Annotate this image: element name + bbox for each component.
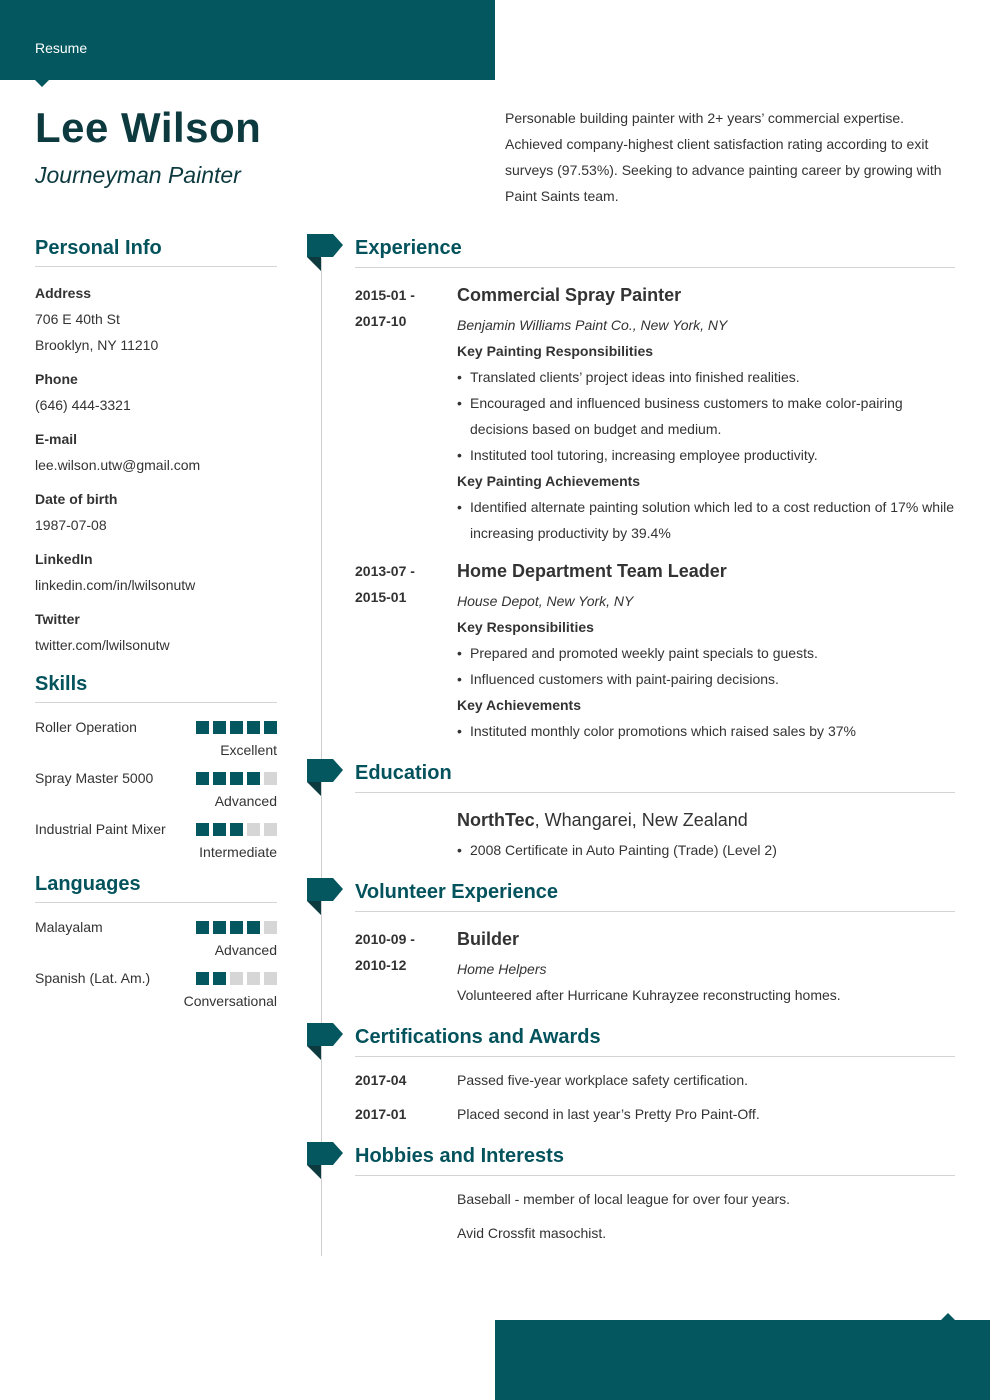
personal-info-list	[35, 267, 277, 658]
volunteer-role: Builder	[457, 929, 520, 949]
job1-date	[355, 282, 415, 334]
candidate-title: Journeyman Painter	[35, 162, 241, 188]
cert1-date: 2017-04	[355, 1072, 407, 1088]
candidate-name: Lee Wilson	[35, 104, 262, 151]
cert2-date: 2017-01	[355, 1106, 407, 1122]
skill-level: Excellent	[220, 742, 277, 758]
rating-dot	[213, 823, 226, 836]
job2-company: House Depot, New York, NY	[457, 593, 634, 609]
skill-item	[35, 714, 277, 760]
rating-dot	[230, 721, 243, 734]
rating-dot	[213, 721, 226, 734]
rating-dot	[247, 921, 260, 934]
list-item: • Instituted tool tutoring, increasing employee productivity.	[457, 442, 957, 468]
email-item	[35, 426, 277, 478]
email-label: E-mail	[35, 431, 78, 447]
skills-list	[35, 703, 277, 862]
personal-info-title: Personal Info	[35, 234, 277, 267]
twitter-label: Twitter	[35, 611, 80, 627]
job1-resp-heading: Key Painting Responsibilities	[457, 343, 654, 359]
job2-date-start: 2013-07 -	[355, 563, 415, 579]
band-notch	[35, 80, 49, 87]
dob-label: Date of birth	[35, 491, 118, 507]
experience-title: Experience	[355, 234, 955, 268]
rating-dot	[196, 823, 209, 836]
phone-value: (646) 444-3321	[35, 397, 131, 413]
education-location: , Whangarei, New Zealand	[534, 810, 748, 830]
dob-item	[35, 486, 277, 538]
rating-dot	[230, 921, 243, 934]
rating-dot	[247, 772, 260, 785]
skill-item	[35, 765, 277, 811]
language-rating	[196, 921, 277, 934]
address-line2: Brooklyn, NY 11210	[35, 337, 159, 353]
rating-dot	[264, 972, 277, 985]
education-entry	[457, 807, 957, 863]
volunteer-entry	[457, 926, 957, 1008]
rating-dot	[213, 972, 226, 985]
job1-responsibilities	[457, 364, 957, 468]
job2-title: Home Department Team Leader	[457, 561, 727, 581]
volunteer-org: Home Helpers	[457, 961, 547, 977]
rating-dot	[196, 921, 209, 934]
list-item: • Encouraged and influenced business customers to make color-pairing decisions based on budget and medium.	[457, 390, 957, 442]
address-line1: 706 E 40th St	[35, 311, 120, 327]
language-rating	[196, 972, 277, 985]
language-name: Spanish (Lat. Am.)	[35, 970, 151, 986]
hobby2: Avid Crossfit masochist.	[457, 1225, 607, 1241]
skill-level: Advanced	[214, 793, 277, 809]
job1-achievements	[457, 494, 957, 546]
job1-company: Benjamin Williams Paint Co., New York, NY	[457, 317, 728, 333]
volunteer-date	[355, 926, 415, 978]
job2-entry	[457, 558, 957, 744]
rating-dot	[230, 772, 243, 785]
skill-rating	[196, 823, 277, 836]
rating-dot	[196, 972, 209, 985]
section-flag-icon	[307, 759, 343, 805]
list-item: • 2008 Certificate in Auto Painting (Trade) (Level 2)	[457, 837, 957, 863]
volunteer-description: Volunteered after Hurricane Kuhrayzee reconstructing homes.	[457, 987, 841, 1003]
list-item: • Instituted monthly color promotions which raised sales by 37%	[457, 718, 957, 744]
skills-title: Skills	[35, 670, 277, 703]
cert1-text: Passed five-year workplace safety certification.	[457, 1072, 749, 1088]
skill-rating	[196, 721, 277, 734]
section-flag-icon	[307, 878, 343, 924]
language-item	[35, 965, 277, 1011]
rating-dot	[247, 972, 260, 985]
education-school: NorthTec	[457, 810, 535, 830]
left-column	[35, 234, 277, 1016]
certifications-title: Certifications and Awards	[355, 1023, 955, 1057]
job2-date-end: 2015-01	[355, 589, 407, 605]
hobbies-title: Hobbies and Interests	[355, 1142, 955, 1176]
summary: Personable building painter with 2+ years’ commercial expertise. Achieved company-highest client satisfaction rating according to exit surveys (97.53%). Seeking to advance painting career by growing with Paint Saints team.	[505, 110, 942, 204]
rating-dot	[247, 721, 260, 734]
twitter-value[interactable]: twitter.com/lwilsonutw	[35, 637, 170, 653]
timeline-line	[321, 258, 322, 1256]
address-item	[35, 280, 277, 358]
volunteer-title: Volunteer Experience	[355, 878, 955, 912]
skill-item	[35, 816, 277, 862]
skill-name: Spray Master 5000	[35, 770, 154, 786]
rating-dot	[230, 823, 243, 836]
list-item: • Prepared and promoted weekly paint specials to guests.	[457, 640, 957, 666]
language-level: Conversational	[183, 993, 277, 1009]
band-notch	[941, 1313, 955, 1320]
job1-date-end: 2017-10	[355, 313, 407, 329]
rating-dot	[264, 721, 277, 734]
section-flag-icon	[307, 1023, 343, 1069]
rating-dot	[247, 823, 260, 836]
job1-ach-heading: Key Painting Achievements	[457, 473, 641, 489]
address-label: Address	[35, 285, 92, 301]
job2-achievements	[457, 718, 957, 744]
header-band	[0, 0, 495, 80]
language-name: Malayalam	[35, 919, 103, 935]
rating-dot	[264, 921, 277, 934]
languages-title: Languages	[35, 870, 277, 903]
list-item: • Identified alternate painting solution which led to a cost reduction of 17% while increasing productivity by 39.4%	[457, 494, 957, 546]
volunteer-date-end: 2010-12	[355, 957, 407, 973]
job2-resp-heading: Key Responsibilities	[457, 619, 594, 635]
hobby1: Baseball - member of local league for over four years.	[457, 1191, 791, 1207]
document-label: Resume	[35, 40, 88, 56]
section-flag-icon	[307, 1142, 343, 1188]
rating-dot	[196, 721, 209, 734]
phone-item	[35, 366, 277, 418]
list-item: • Translated clients’ project ideas into finished realities.	[457, 364, 957, 390]
job1-date-start: 2015-01 -	[355, 287, 415, 303]
language-level: Advanced	[214, 942, 277, 958]
job1-title: Commercial Spray Painter	[457, 285, 682, 305]
skill-name: Industrial Paint Mixer	[35, 821, 166, 837]
phone-label: Phone	[35, 371, 78, 387]
rating-dot	[264, 823, 277, 836]
rating-dot	[196, 772, 209, 785]
volunteer-date-start: 2010-09 -	[355, 931, 415, 947]
cert2-text: Placed second in last year’s Pretty Pro Paint-Off.	[457, 1106, 760, 1122]
language-item	[35, 914, 277, 960]
dob-value: 1987-07-08	[35, 517, 107, 533]
linkedin-value[interactable]: linkedin.com/in/lwilsonutw	[35, 577, 196, 593]
twitter-item	[35, 606, 277, 658]
education-school-line	[457, 807, 957, 833]
job2-date	[355, 558, 415, 610]
rating-dot	[213, 921, 226, 934]
linkedin-label: LinkedIn	[35, 551, 93, 567]
footer-band	[495, 1320, 990, 1400]
skill-rating	[196, 772, 277, 785]
linkedin-item	[35, 546, 277, 598]
education-details	[457, 837, 957, 863]
languages-list	[35, 903, 277, 1011]
section-flag-icon	[307, 234, 343, 280]
job2-responsibilities	[457, 640, 957, 692]
job2-ach-heading: Key Achievements	[457, 697, 581, 713]
list-item: • Influenced customers with paint-pairing decisions.	[457, 666, 957, 692]
job1-entry	[457, 282, 957, 546]
skill-level: Intermediate	[199, 844, 277, 860]
skill-name: Roller Operation	[35, 719, 137, 735]
rating-dot	[264, 772, 277, 785]
rating-dot	[230, 972, 243, 985]
email-value[interactable]: lee.wilson.utw@gmail.com	[35, 457, 201, 473]
education-title: Education	[355, 759, 955, 793]
rating-dot	[213, 772, 226, 785]
